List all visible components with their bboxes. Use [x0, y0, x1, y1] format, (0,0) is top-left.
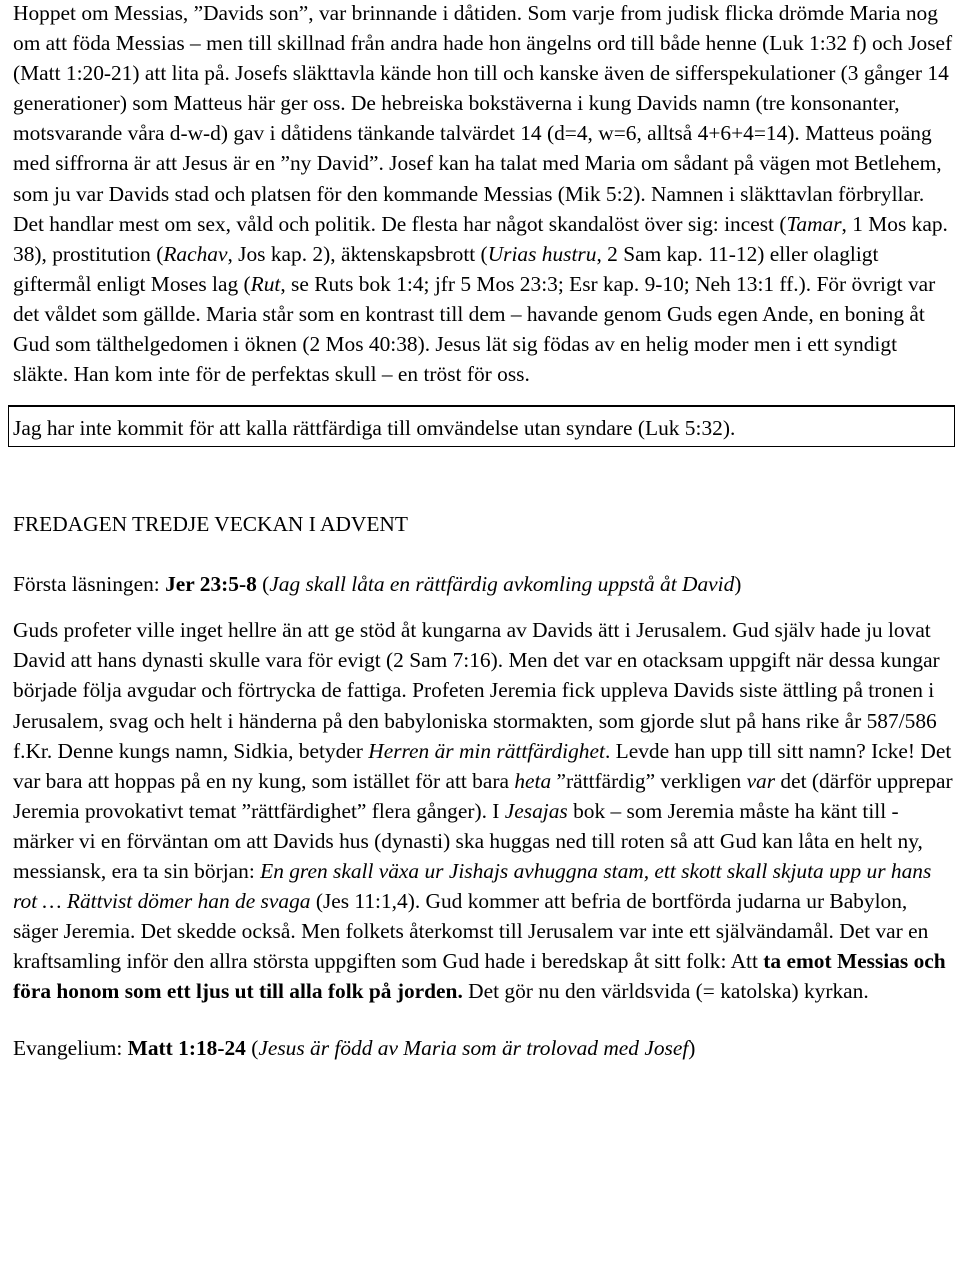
- paragraph-genealogy: [13, 0, 955, 389]
- italic-run: Urias hustru: [487, 241, 597, 266]
- text-run: , 2 Sam kap. 11-12) eller olagligt giftermål enligt Moses lag (: [13, 241, 879, 296]
- italic-run: Rut: [250, 271, 281, 296]
- italic-run: Jag skall låta en rättfärdig avkomling uppstå åt David: [269, 572, 735, 597]
- quote-box: [8, 405, 955, 447]
- text-run: (: [256, 572, 270, 597]
- text-run: , 1 Mos kap. 38), prostitution (: [13, 211, 948, 266]
- text-run: . Levde han upp till sitt namn? Icke! Det var bara att hoppas på en ny kung, som istället för att bara: [13, 738, 952, 793]
- italic-run: heta: [514, 768, 552, 793]
- document-page: [13, 0, 955, 1063]
- text-run: ”rättfärdig” verkligen: [551, 768, 747, 793]
- text-run: Det gör nu den världsvida (= katolska) kyrkan.: [462, 979, 869, 1004]
- italic-run: Jesajas: [504, 798, 568, 823]
- text-run: ): [688, 1036, 696, 1061]
- text-run: Guds profeter ville inget hellre än att ge stöd åt kungarna av Davids ätt i Jerusalem. Gud själv hade ju lovat David att hans dynasti skulle vara för evigt (2 Sam 7:16). Men det var en otacksam uppgift när dessa kungar började följa avgudar och förtrycka de fattiga. Profeten Jeremia fick uppleva Davids siste ättling på tronen i Jerusalem, svag och helt i händerna på den babyloniska stormakten, som gjorde slut på hans rike år 587/586 f.Kr. Denne kungs namn, Sidkia, betyder: [13, 618, 940, 763]
- first-reading-line: [13, 569, 955, 599]
- italic-run: var: [746, 768, 776, 793]
- text-run: bok – som Jeremia måste ha känt till - märker vi en förväntan om att Davids hus (dynasti) ska huggas ned till roten så att Gud kan låta en helt ny, messiansk, era ta sin början:: [13, 798, 923, 883]
- italic-run: Jesus är född av Maria som är trolovad med Josef: [258, 1036, 689, 1061]
- italic-run: Rachav: [163, 241, 228, 266]
- italic-run: Herren är min rättfärdighet: [368, 738, 605, 763]
- bold-run: Matt 1:18-24: [127, 1036, 246, 1061]
- bold-run: Jer 23:5-8: [165, 572, 257, 597]
- italic-run: En gren skall växa ur Jishajs avhuggna stam, ett skott skall skjuta upp ur hans rot … Rättvist dömer han de svaga: [13, 858, 932, 914]
- text-run: Hoppet om Messias, ”Davids son”, var brinnande i dåtiden. Som varje from judisk flicka drömde Maria nog om att föda Messias – men till skillnad från andra hade hon ängelns ord till både henne (Luk 1:32 f) och Josef (Matt 1:20-21) att lita på. Josefs släkttavla kände hon till och kanske även de sifferspekulationer (3 gånger 14 generationer) som Matteus här ger oss. De hebreiska bokstäverna i kung Davids namn (tre konsonanter, motsvarande våra d-w-d) gav i dåtidens tänkande talvärdet 14 (d=4, w=6, alltså 4+6+4=14). Matteus poäng med siffrorna är att Jesus är en ”ny David”. Josef kan ha talat med Maria om sådant på vägen mot Betlehem, som ju var Davids stad och platsen för den kommande Messias (Mik 5:2). Namnen i släkttavlan förbryllar. Det handlar mest om sex, våld och politik. De flesta har något skandalöst över sig: incest (: [13, 1, 953, 236]
- text-run: , Jos kap. 2), äktenskapsbrott (: [227, 241, 488, 266]
- text-run: (Jes 11:1,4). Gud kommer att befria de bortförda judarna ur Babylon, säger Jeremia. Det skedde också. Men folkets återkomst till Jerusalem var inte ett självändamål. Det var en kraftsamling inför den allra största uppgiften som Gud hade i beredskap åt sitt folk: Att: [13, 889, 929, 974]
- paragraph-commentary: [13, 615, 955, 1006]
- section-heading: FREDAGEN TREDJE VECKAN I ADVENT: [13, 512, 408, 537]
- text-run: Evangelium:: [13, 1036, 128, 1061]
- gospel-line: [13, 1033, 955, 1063]
- quote-text: Jag har inte kommit för att kalla rättfärdiga till omvändelse utan syndare (Luk 5:32).: [13, 416, 736, 441]
- bold-run: ta emot Messias och föra honom som ett ljus ut till alla folk på jorden.: [13, 949, 946, 1004]
- text-run: det (därför upprepar Jeremia provokativt temat ”rättfärdighet” flera gånger). I: [13, 768, 953, 823]
- text-run: Första läsningen:: [13, 572, 166, 597]
- text-run: (: [245, 1036, 259, 1061]
- text-run: , se Ruts bok 1:4; jfr 5 Mos 23:3; Esr kap. 9-10; Neh 13:1 ff.). För övrigt var det våldet som gällde. Maria står som en kontrast till dem – havande genom Guds egen Ande, en boning åt Gud som tälthelgedomen i öknen (2 Mos 40:38). Jesus lät sig födas av en helig moder men i ett syndigt släkte. Han kom inte för de perfektas skull – en tröst för oss.: [13, 271, 936, 387]
- italic-run: Tamar: [786, 211, 842, 236]
- text-run: ): [734, 572, 742, 597]
